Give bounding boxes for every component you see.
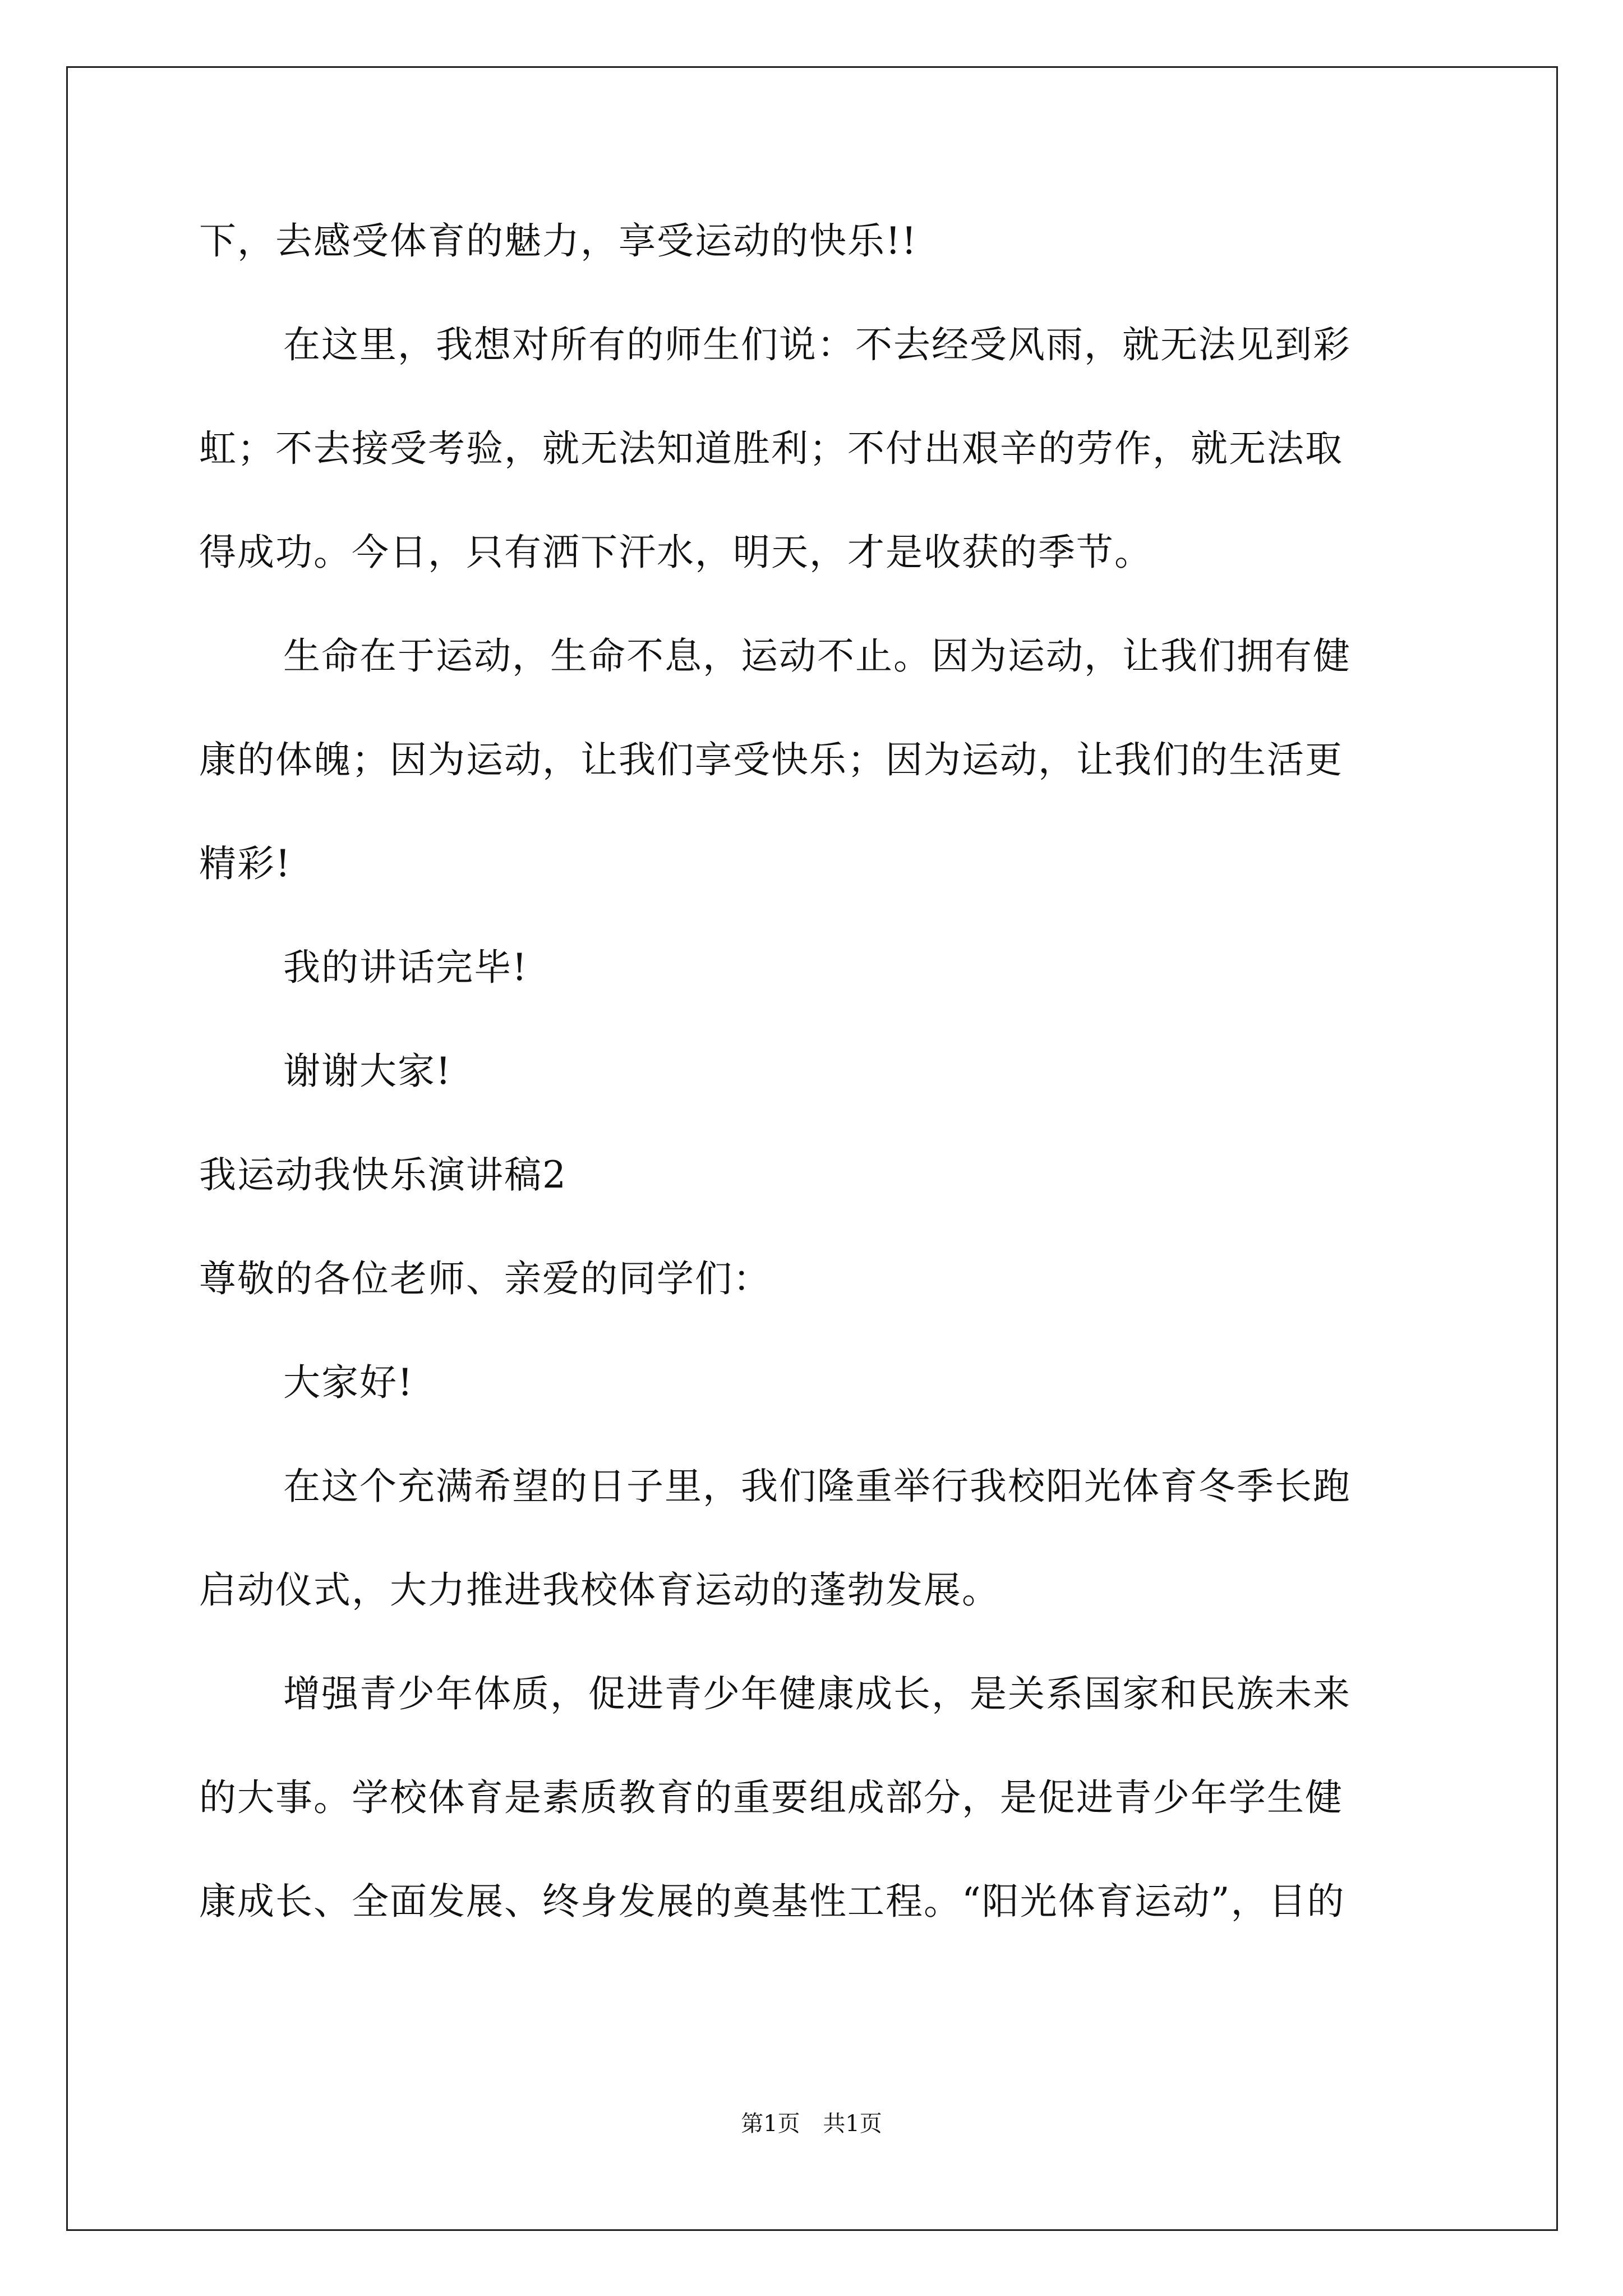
text-line: 虹；不去接受考验，就无法知道胜利；不付出艰辛的劳作，就无法取 (199, 427, 1343, 470)
text-line: 康的体魄；因为运动，让我们享受快乐；因为运动，让我们的生活更 (199, 738, 1343, 781)
page-footer (0, 2107, 1623, 2141)
text-line: 在这个充满希望的日子里，我们隆重举行我校阳光体育冬季长跑 (283, 1465, 1351, 1508)
text-line: 康成长、全面发展、终身发展的奠基性工程。“阳光体育运动”，目的 (199, 1880, 1345, 1923)
text-line: 的大事。学校体育是素质教育的重要组成部分，是促进青少年学生健 (199, 1776, 1343, 1819)
text-line: 精彩! (199, 842, 292, 885)
salutation: 尊敬的各位老师、亲爱的同学们： (199, 1257, 771, 1300)
section-heading: 我运动我快乐演讲稿2 (199, 1153, 567, 1197)
page-number: 第1页 (741, 2111, 800, 2137)
text-line: 大家好! (283, 1361, 414, 1404)
text-line: 增强青少年体质，促进青少年健康成长，是关系国家和民族未来 (283, 1672, 1351, 1715)
text-line: 得成功。今日，只有洒下汗水，明天，才是收获的季节。 (199, 531, 1152, 574)
text-line: 启动仪式，大力推进我校体育运动的蓬勃发展。 (199, 1568, 1000, 1612)
page-total: 共1页 (823, 2111, 882, 2137)
text-line: 生命在于运动，生命不息，运动不止。因为运动，让我们拥有健 (283, 634, 1351, 678)
text-line: 下，去感受体育的魅力，享受运动的快乐!! (199, 219, 918, 263)
text-line: 我的讲话完毕! (283, 946, 528, 989)
text-line: 谢谢大家! (283, 1050, 452, 1093)
text-line: 在这里，我想对所有的师生们说：不去经受风雨，就无法见到彩 (283, 323, 1351, 366)
